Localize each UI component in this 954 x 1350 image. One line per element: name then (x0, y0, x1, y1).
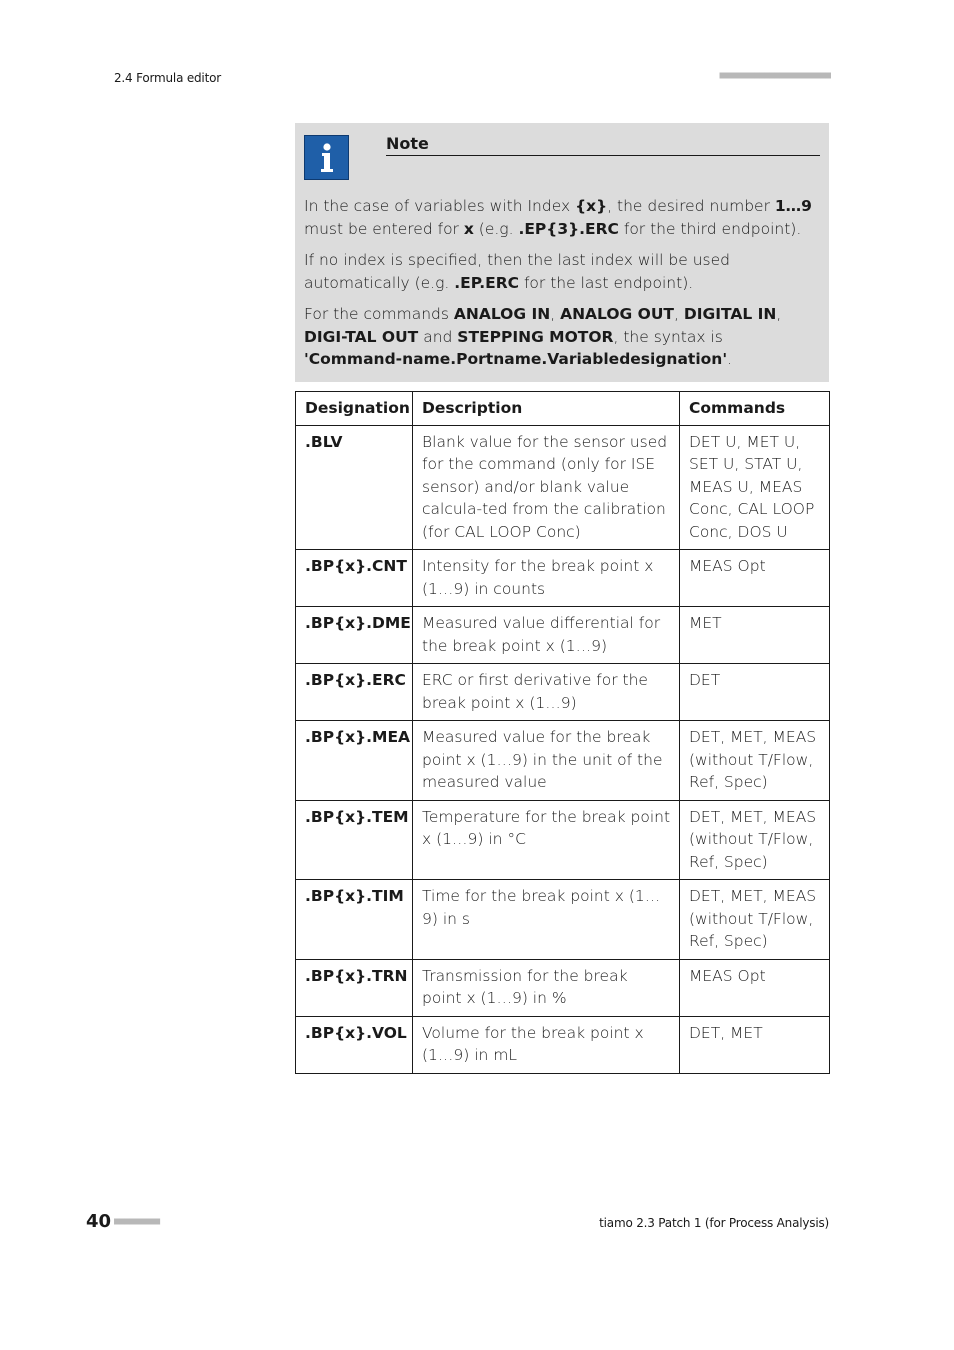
designation-cell: .BP{x}.ERC (296, 664, 413, 721)
note-bold-term: 1…9 (774, 197, 812, 215)
description-cell: Measured value differential for the break point x (1…9) (413, 607, 680, 664)
note-paragraph (304, 249, 818, 294)
designation-cell: .BP{x}.DME (296, 607, 413, 664)
note-bold-term: STEPPING MOTOR (457, 327, 614, 346)
header-decoration: ■■■■■■■■■■■■■■■■■■■■■■ (719, 70, 830, 81)
table-body (296, 425, 830, 1073)
note-bold-term: x (463, 219, 474, 238)
commands-cell: DET, MET, MEAS (without T/Flow, Ref, Spec) (680, 721, 830, 801)
table-row (296, 959, 830, 1016)
note-bold-term: ANALOG IN (453, 305, 551, 323)
note-body (304, 195, 818, 380)
description-cell: Measured value for the break point x (1…9) in the unit of the measured value (413, 721, 680, 801)
footer-decoration: ■■■■■■■■■ (114, 1216, 160, 1227)
description-cell: Intensity for the break point x (1…9) in counts (413, 550, 680, 607)
note-text: , the syntax is (613, 327, 723, 346)
description-cell: Time for the break point x (1…9) in s (413, 880, 680, 960)
table-row (296, 550, 830, 607)
note-bold-term: ANALOG OUT (560, 305, 674, 323)
designation-cell: .BP{x}.VOL (296, 1016, 413, 1073)
note-text: for the third endpoint). (618, 219, 802, 238)
column-header-commands: Commands (680, 392, 830, 426)
table-row (296, 880, 830, 960)
designation-cell: .BP{x}.TEM (296, 800, 413, 880)
note-text: If no index is specified, then the last index will be used automatically (e.g. (304, 251, 730, 292)
column-header-description: Description (413, 392, 680, 426)
note-text: , (776, 305, 782, 323)
commands-cell: DET, MET, MEAS (without T/Flow, Ref, Spec) (680, 800, 830, 880)
info-icon (304, 135, 349, 180)
table-row (296, 664, 830, 721)
product-name: tiamo 2.3 Patch 1 (for Process Analysis) (599, 1216, 829, 1230)
note-text: , (550, 305, 561, 323)
description-cell: Blank value for the sensor used for the command (only for ISE sensor) and/or blank value calcula-ted from the calibration (for CAL LOOP Conc) (413, 425, 680, 550)
description-cell: ERC or first derivative for the break point x (1…9) (413, 664, 680, 721)
note-bold-term: .EP{3}.ERC (518, 219, 619, 238)
note-text: In the case of variables with Index (304, 197, 576, 215)
note-bold-term: .EP.ERC (454, 273, 520, 292)
note-paragraph (304, 303, 818, 371)
description-cell: Transmission for the break point x (1…9) in % (413, 959, 680, 1016)
designation-cell: .BP{x}.TRN (296, 959, 413, 1016)
table-row (296, 425, 830, 550)
note-text: must be entered for (304, 219, 464, 238)
note-text: (e.g. (473, 219, 519, 238)
variables-table (295, 391, 830, 1074)
commands-cell: DET (680, 664, 830, 721)
note-text: , (674, 305, 684, 323)
designation-cell: .BP{x}.MEA (296, 721, 413, 801)
designation-cell: .BP{x}.CNT (296, 550, 413, 607)
note-bold-term: DIGITAL IN (683, 305, 777, 323)
commands-cell: DET, MET (680, 1016, 830, 1073)
note-bold-term: {x} (575, 197, 608, 215)
table-header-row (296, 392, 830, 426)
note-bold-term: DIGI-TAL OUT (304, 327, 419, 346)
commands-cell: MEAS Opt (680, 959, 830, 1016)
note-paragraph (304, 195, 818, 240)
note-box (295, 123, 829, 382)
table-row (296, 721, 830, 801)
description-cell: Volume for the break point x (1…9) in mL (413, 1016, 680, 1073)
commands-cell: DET U, MET U, SET U, STAT U, MEAS U, MEAS Conc, CAL LOOP Conc, DOS U (680, 425, 830, 550)
commands-cell: MEAS Opt (680, 550, 830, 607)
note-text: and (418, 327, 458, 346)
page-number: 40 (86, 1211, 112, 1232)
table-row (296, 607, 830, 664)
note-title: Note (386, 134, 820, 156)
designation-cell: .BP{x}.TIM (296, 880, 413, 960)
designation-cell: .BLV (296, 425, 413, 550)
note-text: . (727, 350, 733, 368)
table-row (296, 1016, 830, 1073)
description-cell: Temperature for the break point x (1…9) in °C (413, 800, 680, 880)
commands-cell: DET, MET, MEAS (without T/Flow, Ref, Spec) (680, 880, 830, 960)
note-text: for the last endpoint). (519, 273, 694, 292)
note-text: , the desired number (607, 197, 775, 215)
section-title: 2.4 Formula editor (114, 71, 221, 85)
note-bold-term: 'Command-name.Portname.Variabledesignation' (304, 350, 728, 368)
commands-cell: MET (680, 607, 830, 664)
column-header-designation: Designation (296, 392, 413, 426)
note-text: For the commands (304, 305, 454, 323)
table-row (296, 800, 830, 880)
